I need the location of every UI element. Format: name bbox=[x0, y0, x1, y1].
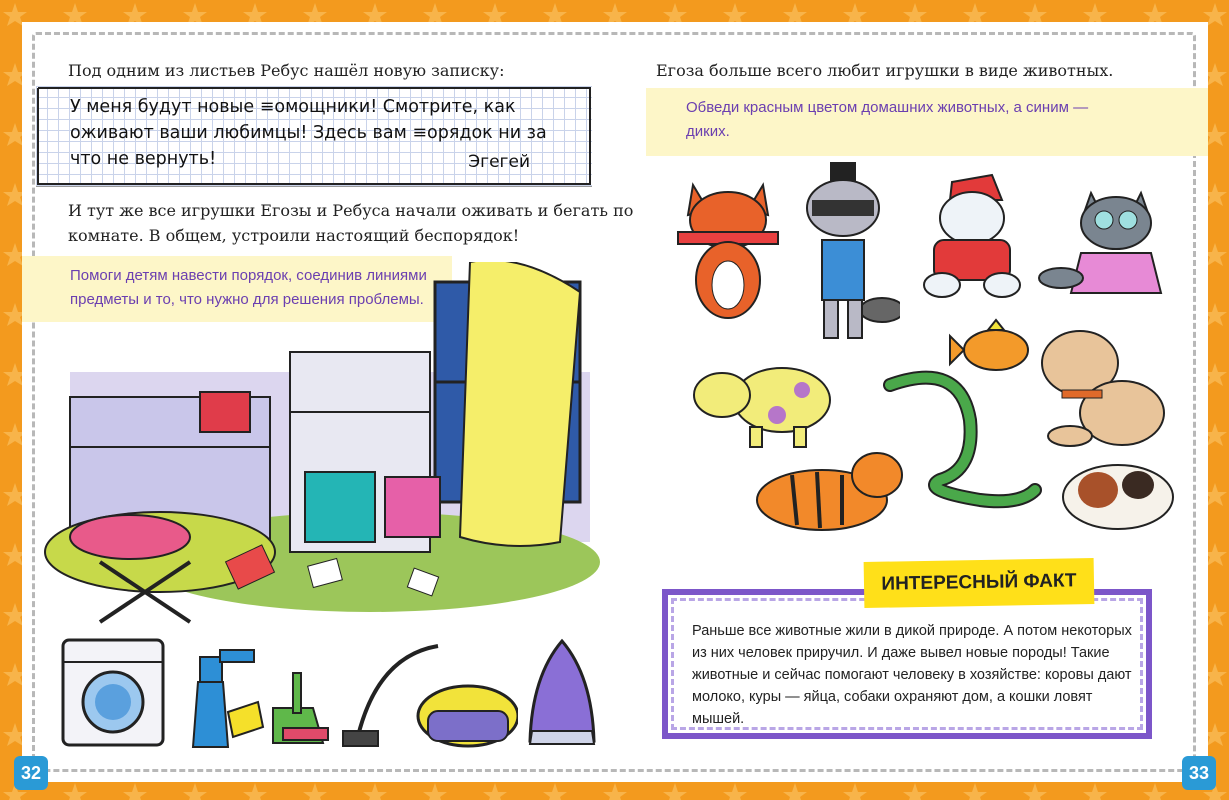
fact-line: мышей. bbox=[692, 711, 745, 727]
right-task-box bbox=[646, 88, 1208, 156]
fact-line: из них человек приручил. И даже вывел новые породы! Такие bbox=[692, 645, 1110, 661]
page-number-right: 33 bbox=[1182, 756, 1216, 790]
fox-toy-icon bbox=[668, 170, 788, 330]
left-paragraph bbox=[68, 198, 633, 248]
fact-line: молоко, куры — яйца, собаки охраняют дом, а кошки ловят bbox=[692, 689, 1093, 705]
polar-bear-toy-icon bbox=[912, 170, 1027, 300]
tiger-toy-icon bbox=[742, 440, 912, 545]
task-line: Помоги детям навести порядок, соединив линиями bbox=[70, 267, 427, 284]
dog-toy-icon bbox=[1030, 318, 1170, 458]
cat-toy-icon bbox=[1036, 178, 1176, 308]
messy-room-illustration bbox=[40, 262, 600, 632]
left-intro-text: Под одним из листьев Ребус нашёл новую записку: bbox=[68, 61, 505, 80]
fact-text bbox=[692, 620, 1138, 730]
right-intro-text: Егоза больше всего любит игрушки в виде животных. bbox=[656, 61, 1114, 80]
iron-icon bbox=[522, 636, 602, 751]
dustpan-brush-icon bbox=[268, 668, 338, 748]
paragraph-line: комнате. В общем, устроили настоящий беспорядок! bbox=[68, 226, 520, 245]
note-line: У меня будут новые ≡омощники! Смотрите, как bbox=[70, 97, 516, 117]
task-line: Обведи красным цветом домашних животных, а синим — bbox=[686, 99, 1089, 116]
page-number-left: 32 bbox=[14, 756, 48, 790]
vacuum-cleaner-icon bbox=[338, 636, 518, 756]
fact-title: ИНТЕРЕСНЫЙ ФАКТ bbox=[864, 558, 1095, 608]
guinea-pig-toy-icon bbox=[1058, 455, 1178, 535]
raccoon-toy-icon bbox=[790, 160, 900, 350]
note-line: что не вернуть! bbox=[70, 149, 217, 169]
note-signature: Эгегей bbox=[468, 152, 530, 172]
task-line: предметы и то, что нужно для решения проблемы. bbox=[70, 291, 424, 308]
fact-line: животные и сейчас помогают человеку в хозяйстве: коровы дают bbox=[692, 667, 1132, 683]
washing-machine-icon bbox=[58, 630, 178, 750]
note-line: оживают ваши любимцы! Здесь вам ≡орядок ни за bbox=[70, 123, 547, 143]
spray-bottle-icon bbox=[178, 642, 268, 752]
paragraph-line: И тут же все игрушки Егозы и Ребуса начали оживать и бегать по bbox=[68, 201, 634, 220]
task-line: диких. bbox=[686, 123, 730, 140]
fact-line: Раньше все животные жили в дикой природе. А потом некоторых bbox=[692, 623, 1132, 639]
note-paper bbox=[36, 86, 592, 186]
